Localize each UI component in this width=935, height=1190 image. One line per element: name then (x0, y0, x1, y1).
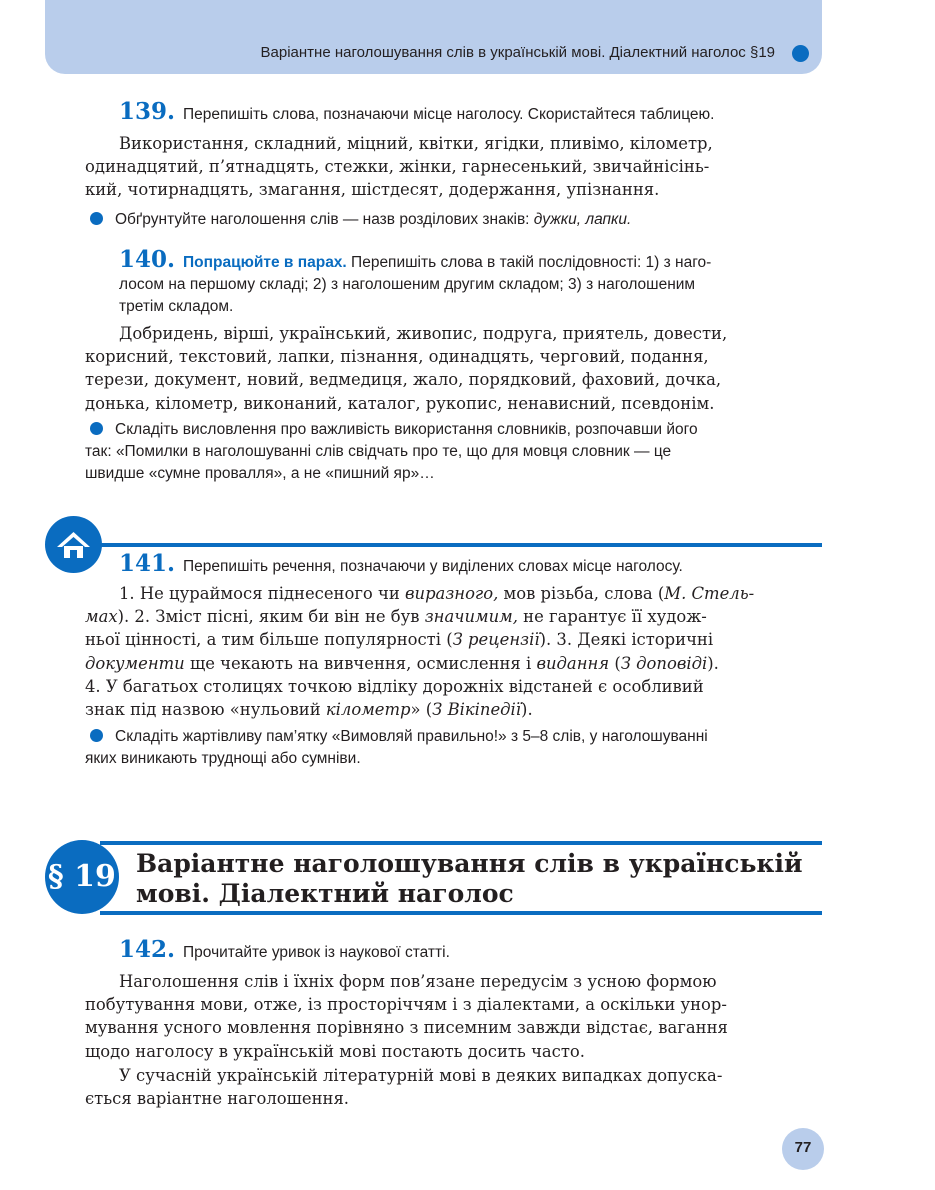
exercise-141-task: 141. Перепишіть речення, позначаючи у виділених словах місце наголосу. (119, 550, 683, 577)
exercise-number: 142. (119, 936, 176, 963)
bullet-icon (90, 422, 103, 435)
exercise-139-words-cont: одинадцятий, п’ятнадцять, стежки, жінки, гарнесенький, звичайнісінь- кий, чотирнадцять, змагання, шістдесят, додержання, упізнання. (85, 157, 710, 200)
bullet-icon (90, 729, 103, 742)
exercise-142-task: 142. Прочитайте уривок із наукової статті. (119, 936, 450, 963)
exercise-140-words: Добридень, вірші, український, живопис, подруга, приятель, довести, (119, 324, 728, 343)
exercise-142-paragraph-1: Наголошення слів і їхніх форм пов’язане передусім з усною формою побутування мови, отже, із просторіччям і з діалектами, а оскільки унор- мування усного мовлення порівняно з писемним завжди відстає, вагання щодо наголосу в українській мові постають досить часто. (85, 972, 728, 1061)
exercise-number: 139. (119, 98, 176, 125)
section-rule-bottom (100, 911, 822, 915)
running-header: Варіантне наголошування слів в українській мові. Діалектний наголос §19 (260, 44, 775, 61)
exercise-141-sentences: 1. Не цураймося піднесеного чи виразного, мов різьба, слова (М. Стель- мах). 2. Зміст пісні, яким би він не був значимим, не гарантує її худож- ньої цінності, а тим більше популярності (З рецензії). 3. Деякі історичні документи ще чекають на вивчення, осмислення і видання (З доповіді). 4. У багатьох столицях точкою відліку дорожніх відстаней є особливий знак під назвою «нульовий кілометр» (З Вікіпедії). (85, 584, 755, 720)
bullet-icon (90, 212, 103, 225)
section-rule-top (100, 841, 822, 845)
exercise-140-words-cont: корисний, текстовий, лапки, пізнання, одинадцять, черговий, подання, терези, документ, новий, ведмедиця, жало, порядковий, фаховий, дочка, донька, кілометр, виконаний, каталог, рукопис, ненависний, псевдонім. (85, 347, 722, 413)
exercise-number: 141. (119, 550, 176, 577)
exercise-142 (85, 936, 822, 1110)
exercise-139-bullet: Обґрунтуйте наголошення слів — назв розділових знаків: дужки, лапки. (90, 209, 822, 231)
exercise-140-task: 140. Попрацюйте в парах. Перепишіть слова в такій послідовності: 1) з наго- лосом на першому складі; 2) з наголошеним другим складом; 3) з наголошеним третім складом. (119, 246, 712, 315)
exercise-139-task: 139. Перепишіть слова, позначаючи місце наголосу. Скористайтеся таблицею. (119, 98, 715, 125)
exercise-139-words: Використання, складний, міцний, квітки, ягідки, пливімо, кілометр, (119, 134, 713, 153)
section-title: Варіантне наголошування слів в українській мові. Діалектний наголос (136, 849, 803, 908)
exercise-140-bullet: Складіть висловлення про важливість використання словників, розпочавши його так: «Помилки в наголошуванні слів свідчать про те, що для мовця словник — це швидше «сумне провалля», а не «пишний яр»… (85, 420, 698, 482)
exercise-number: 140. (119, 246, 176, 273)
exercise-141-bullet: Складіть жартівливу пам’ятку «Вимовляй правильно!» з 5–8 слів, у наголошуванні яких виникають труднощі або сумніви. (85, 728, 708, 768)
exercise-141 (85, 550, 822, 770)
exercise-142-paragraph-2: У сучасній українській літературній мові в деяких випадках допуска- ється варіантне наголошення. (85, 1065, 723, 1109)
exercise-139 (85, 98, 822, 231)
header-dot (792, 45, 809, 62)
page-number: 77 (794, 1139, 812, 1156)
home-task-divider (100, 543, 822, 547)
exercise-140 (85, 246, 822, 485)
section-number: § 19 (48, 859, 116, 894)
header-band (45, 0, 822, 74)
